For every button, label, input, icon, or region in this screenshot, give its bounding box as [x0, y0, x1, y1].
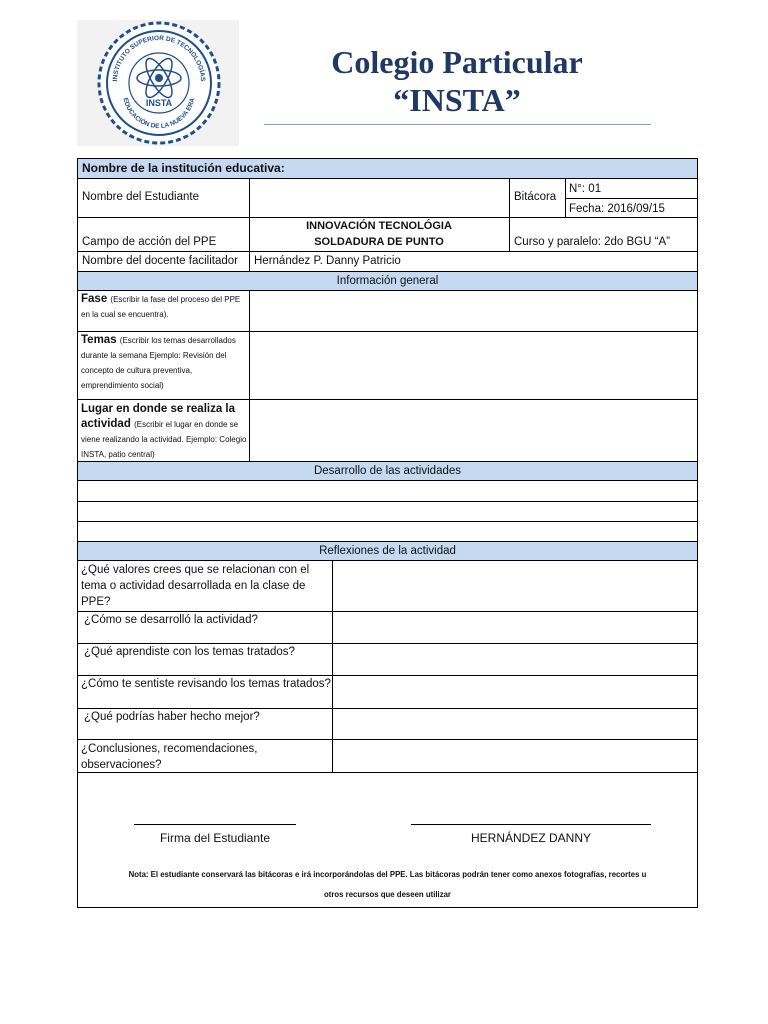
place-note: (Escribir el lugar en donde se viene realizando la actividad. Ejemplo: Colegio INSTA, patio central) — [81, 420, 247, 459]
question-feelings: ¿Cómo te sentiste revisando los temas tratados? — [81, 678, 331, 690]
reflections-header: Reflexiones de la actividad — [319, 545, 456, 557]
action-field-value-1: INNOVACIÓN TECNOLÓGIA — [306, 220, 452, 232]
answer-improve[interactable] — [333, 709, 697, 738]
course-label: Curso y paralelo: 2do BGU “A” — [514, 236, 670, 248]
svg-text:INSTA: INSTA — [145, 98, 173, 108]
place-cell — [81, 402, 247, 460]
question-how: ¿Cómo se desarrolló la actividad? — [84, 614, 258, 626]
question-values: ¿Qué valores crees que se relacionan con el tema o actividad desarrollada en la clase de PPE? — [81, 564, 310, 608]
general-info-header: Información general — [336, 275, 439, 287]
place-title: Lugar en donde se realiza la actividad — [81, 403, 236, 430]
question-improve: ¿Qué podrías haber hecho mejor? — [84, 711, 260, 723]
activity-row-2[interactable] — [78, 502, 697, 520]
teacher-name: Hernández P. Danny Patricio — [254, 255, 401, 267]
activities-header: Desarrollo de las actividades — [313, 465, 462, 477]
insta-seal-icon — [77, 20, 239, 146]
student-signature-label: Firma del Estudiante — [159, 831, 271, 845]
answer-how[interactable] — [333, 612, 697, 642]
activity-row-3[interactable] — [78, 522, 697, 540]
topics-title: Temas — [81, 334, 117, 346]
institution-label: Nombre de la institución educativa: — [82, 161, 285, 175]
phase-title: Fase — [81, 293, 108, 305]
action-field-value-2: SOLDADURA DE PUNTO — [314, 236, 444, 248]
bitacora-label: Bitácora — [514, 191, 557, 203]
answer-learned[interactable] — [333, 644, 697, 674]
page-title-line1: Colegio Particular — [331, 44, 583, 80]
topics-cell — [81, 333, 247, 398]
activity-row-1[interactable] — [78, 481, 697, 500]
institution-logo — [77, 20, 239, 146]
action-field-label: Campo de acción del PPE — [82, 236, 217, 248]
teacher-label: Nombre del docente facilitador — [82, 255, 238, 267]
svg-text:INSTITUTO SUPERIOR DE TECNOLOG: INSTITUTO SUPERIOR DE TECNOLOGÍAS — [111, 34, 207, 82]
page-title-line2: “INSTA” — [393, 82, 521, 118]
student-signature-line[interactable] — [134, 824, 296, 825]
note-line-2: otros recursos que deseen utilizar — [324, 890, 451, 899]
answer-values[interactable] — [333, 561, 697, 610]
student-name-field[interactable] — [250, 179, 508, 216]
phase-cell — [81, 292, 247, 330]
teacher-signature-line[interactable] — [411, 824, 651, 825]
question-learned: ¿Qué aprendiste con los temas tratados? — [84, 646, 295, 658]
bitacora-date: Fecha: 2016/09/15 — [569, 203, 665, 215]
bitacora-number: N°: 01 — [569, 183, 602, 195]
student-name-label: Nombre del Estudiante — [82, 191, 199, 203]
question-conclusions: ¿Conclusiones, recomendaciones, observaciones? — [81, 743, 258, 771]
phase-note: (Escribir la fase del proceso del PPE en la cual se encuentra). — [81, 295, 241, 319]
svg-text:EDUCACIÓN DE LA NUEVA ERA: EDUCACIÓN DE LA NUEVA ERA — [121, 97, 197, 131]
teacher-signature-label: HERNÁNDEZ DANNY — [470, 831, 591, 845]
answer-conclusions[interactable] — [333, 740, 697, 771]
topics-note: (Escribir los temas desarrollados durante la semana Ejemplo: Revisión del concepto de cultura preventiva, emprendimiento social) — [81, 336, 236, 390]
answer-feelings[interactable] — [333, 676, 697, 707]
phase-field[interactable] — [250, 291, 697, 330]
note-line-1: Nota: El estudiante conservará las bitácoras e irá incorporándolas del PPE. Las bitácoras podrán tener como anexos fotografías, recortes u — [128, 870, 647, 879]
topics-field[interactable] — [250, 332, 697, 398]
place-field[interactable] — [250, 400, 697, 460]
title-divider — [264, 124, 651, 125]
